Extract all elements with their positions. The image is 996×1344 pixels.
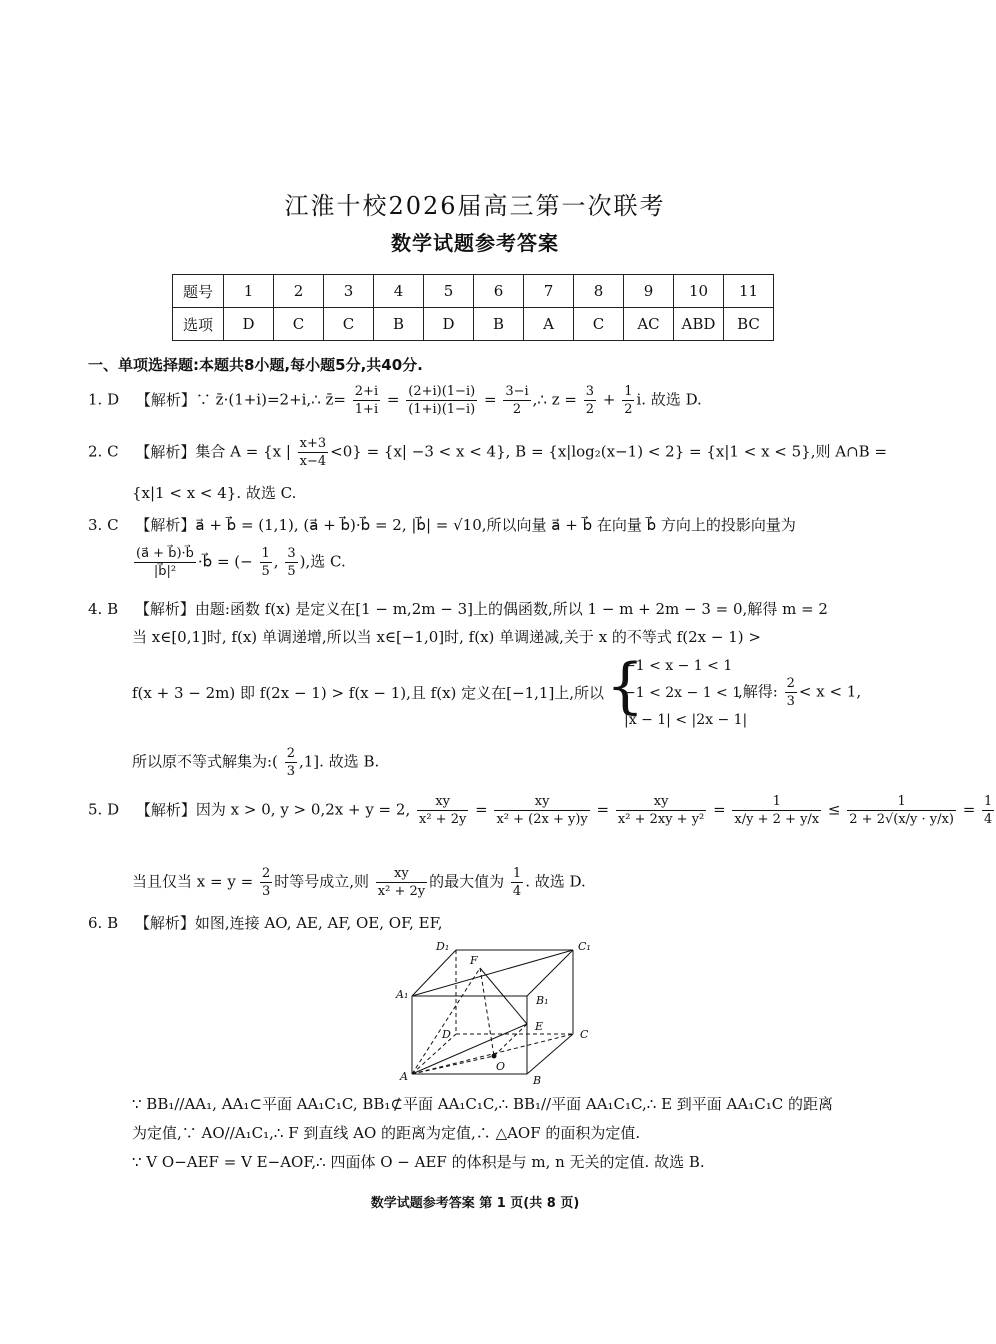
equals-sign: = [713,800,726,819]
question-4-line-3b [738,676,861,709]
text-run: <0} = {x| −3 < x < 4}, B = {x|log₂(x−1) < 2} = {x|1 < x < 5},则 A∩B = [330,442,888,461]
text-run: . 故选 D. [525,872,586,891]
segment-of [480,968,494,1056]
numerator: 2+i [354,384,379,399]
text-run: 所以原不等式解集为:( [132,752,278,771]
fraction [376,866,427,899]
table-cell: 2 [274,275,324,308]
page-title: 江淮十校2026届高三第一次联考 [284,192,666,220]
page-subtitle: 数学试题参考答案 [391,231,559,255]
answer-table [172,274,774,341]
label-e: E [535,1020,544,1033]
fraction [785,676,797,709]
label-b: B [533,1074,542,1087]
numerator: 3−i [505,384,529,399]
numerator: xy [494,794,589,811]
denominator: x/y + 2 + y/x [734,812,820,827]
segment-af [412,968,480,1074]
text-run: 如图,连接 AO, AE, AF, OE, OF, EF, [194,914,443,932]
question-label: 6. B [88,914,119,932]
table-cell: 11 [724,275,774,308]
segment-ae [412,1024,527,1074]
numerator: 3 [287,546,296,561]
text-run: ,1]. 故选 B. [298,752,380,771]
text-run: ),选 C. [299,552,346,571]
label-c1: C₁ [578,940,591,953]
fraction [417,794,468,827]
label-d1: D₁ [436,940,450,953]
table-cell: 10 [674,275,724,308]
denominator: 2 + 2√(x/y · y/x) [849,812,954,827]
numerator: xy [376,866,427,883]
denominator: 3 [261,884,271,899]
question-4-line-2: 当 x∈[0,1]时, f(x) 单调递增,所以当 x∈[−1,0]时, f(x) 单调递减,关于 x 的不等式 f(2x − 1) > [132,628,761,646]
analysis-tag: 【解析】 [135,390,196,409]
fraction [298,436,329,469]
fraction [511,866,523,899]
text-run: 的最大值为 [429,872,505,891]
table-cell: C [324,308,374,341]
numerator: 1 [984,794,993,809]
numerator: (a⃗ + b⃗)·b⃗ [136,546,194,561]
system-eq-1: −1 < x − 1 < 1 [624,658,733,674]
fraction [134,546,196,579]
less-equal-sign: ≤ [827,800,841,819]
equals-sign: = [475,800,488,819]
question-label: 1. D [88,390,120,409]
question-2-line-2: {x|1 < x < 4}. 故选 C. [132,484,297,502]
text-run: ,∴ z = [532,390,577,409]
question-6-line-4: ∵ V O−AEF = V E−AOF,∴ 四面体 O − AEF 的体积是与 m, n 无关的定值. 故选 B. [132,1153,705,1171]
fraction [285,546,297,579]
edge-a1d1 [412,950,456,996]
denominator: 4 [512,884,522,899]
label-c: C [580,1028,589,1041]
text-run: 因为 x > 0, y > 0,2x + y = 2, [195,800,411,819]
table-cell: 1 [224,275,274,308]
equals-sign: = [962,800,976,819]
fraction [494,794,589,827]
table-cell: A [524,308,574,341]
question-6-line-3: 为定值,∵ AO//A₁C₁,∴ F 到直线 AO 的距离为定值,∴ △AOF 的面积为定值. [132,1124,641,1142]
table-cell: AC [624,308,674,341]
fraction [285,746,297,779]
denominator: 2 [624,402,633,417]
numerator: 1 [732,794,821,811]
denominator: 2 [512,402,522,417]
text-run: ·b⃗ = (− [197,552,253,571]
numerator: xy [616,794,706,811]
analysis-tag: 【解析】 [134,914,195,932]
question-6-line-2: ∵ BB₁//AA₁, AA₁⊂平面 AA₁C₁C, BB₁⊄平面 AA₁C₁C,∴ BB₁//平面 AA₁C₁C,∴ E 到平面 AA₁C₁C 的距离 [132,1095,833,1113]
table-cell: 9 [624,275,674,308]
denominator: x² + (2x + y)y [496,812,588,827]
table-cell: D [424,308,474,341]
page-footer: 数学试题参考答案 第 1 页(共 8 页) [370,1196,580,1211]
text-run: ,解得: [738,682,778,701]
equals-sign: = [483,390,497,409]
answer-table-answer-row [173,308,774,341]
denominator: 5 [287,564,296,579]
system-brace: { [606,651,645,721]
numerator: 1 [261,546,270,561]
question-5 [88,794,996,827]
numerator: 2 [286,746,295,761]
system-eq-2: −1 < 2x − 1 < 1 [624,685,742,701]
text-run: i. 故选 D. [636,390,702,409]
analysis-tag: 【解析】 [135,516,196,534]
text-run: a⃗ + b⃗ = (1,1), (a⃗ + b⃗)·b⃗ = 2, |b⃗| = √10,所以向量 a⃗ + b⃗ 在向量 b⃗ 方向上的投影向量为 [195,516,796,534]
analysis-tag: 【解析】 [135,442,196,461]
question-3-line-2 [132,546,346,579]
answer-table-number-row [173,275,774,308]
question-label: 2. C [88,442,119,461]
analysis-tag: 【解析】 [134,600,195,618]
table-cell: C [274,308,324,341]
question-6 [88,916,442,931]
denominator: 1+i [354,402,379,417]
denominator: |b⃗|² [153,564,177,579]
fraction [353,384,380,417]
label-f: F [470,954,478,967]
question-5-line-2 [132,866,586,899]
table-cell: B [474,308,524,341]
question-2 [88,436,887,469]
system-eq-3: |x − 1| < |2x − 1| [624,712,748,728]
denominator: 3 [286,764,295,779]
numerator: (2+i)(1−i) [408,384,476,399]
table-cell: 7 [524,275,574,308]
point-o [492,1054,497,1059]
label-d: D [442,1028,451,1041]
table-cell: 6 [474,275,524,308]
numerator: xy [417,794,468,811]
label-b1: B₁ [536,994,549,1007]
denominator: x−4 [299,454,327,469]
numerator: 1 [512,866,522,881]
fraction [622,384,634,417]
segment-oe [494,1024,527,1056]
question-4 [88,602,828,617]
numerator: x+3 [299,436,327,451]
text-run: < x < 1, [798,682,862,701]
question-3 [88,518,796,533]
question-1 [88,384,702,417]
label-a1: A₁ [396,988,409,1001]
equals-sign: = [596,800,610,819]
table-header-cell: 题号 [173,275,224,308]
text-run: 由题:函数 f(x) 是定义在[1 − m,2m − 3]上的偶函数,所以 1 − m + 2m − 3 = 0,解得 m = 2 [194,600,828,618]
diagonal-a1c1 [412,950,573,996]
text-run: 当且仅当 x = y = [132,872,254,891]
fraction [982,794,994,827]
question-label: 5. D [88,800,120,819]
table-cell: 5 [424,275,474,308]
table-cell: C [574,308,624,341]
numerator: 1 [847,794,956,811]
denominator: 2 [585,402,595,417]
label-a: A [400,1070,408,1083]
table-cell: 8 [574,275,624,308]
denominator: x² + 2y [377,884,426,899]
equals-sign: = [386,390,400,409]
section-heading: 一、单项选择题:本题共8小题,每小题5分,共40分. [88,356,423,374]
text-run: ∵ z̄·(1+i)=2+i,∴ z̄= [195,390,346,409]
question-label: 4. B [88,600,119,618]
question-4-line-4 [132,746,379,779]
denominator: 3 [786,694,795,709]
cube-figure [390,938,610,1088]
text-run: 集合 A = {x | [195,442,291,461]
analysis-tag: 【解析】 [135,800,196,819]
table-cell: BC [724,308,774,341]
fraction [503,384,530,417]
table-cell: 4 [374,275,424,308]
comma: , [273,552,279,571]
denominator: 4 [984,812,993,827]
question-4-line-3a: f(x + 3 − 2m) 即 f(2x − 1) > f(x − 1),且 f(x) 定义在[−1,1]上,所以 [132,684,605,702]
table-cell: B [374,308,424,341]
fraction [260,866,272,899]
segment-ao [412,1056,494,1074]
fraction [847,794,956,827]
fraction [260,546,272,579]
numerator: 3 [585,384,595,399]
text-run: 时等号成立,则 [274,872,369,891]
denominator: x² + 2xy + y² [617,812,705,827]
table-header-cell: 选项 [173,308,224,341]
denominator: 5 [261,564,270,579]
fraction [406,384,477,417]
fraction [584,384,596,417]
table-cell: D [224,308,274,341]
plus-sign: + [602,390,616,409]
fraction [732,794,821,827]
fraction [616,794,706,827]
numerator: 2 [261,866,271,881]
question-label: 3. C [88,516,119,534]
numerator: 2 [786,676,795,691]
table-cell: ABD [674,308,724,341]
numerator: 1 [624,384,633,399]
table-cell: 3 [324,275,374,308]
denominator: x² + 2y [419,812,467,827]
label-o: O [496,1060,506,1073]
denominator: (1+i)(1−i) [408,402,476,417]
